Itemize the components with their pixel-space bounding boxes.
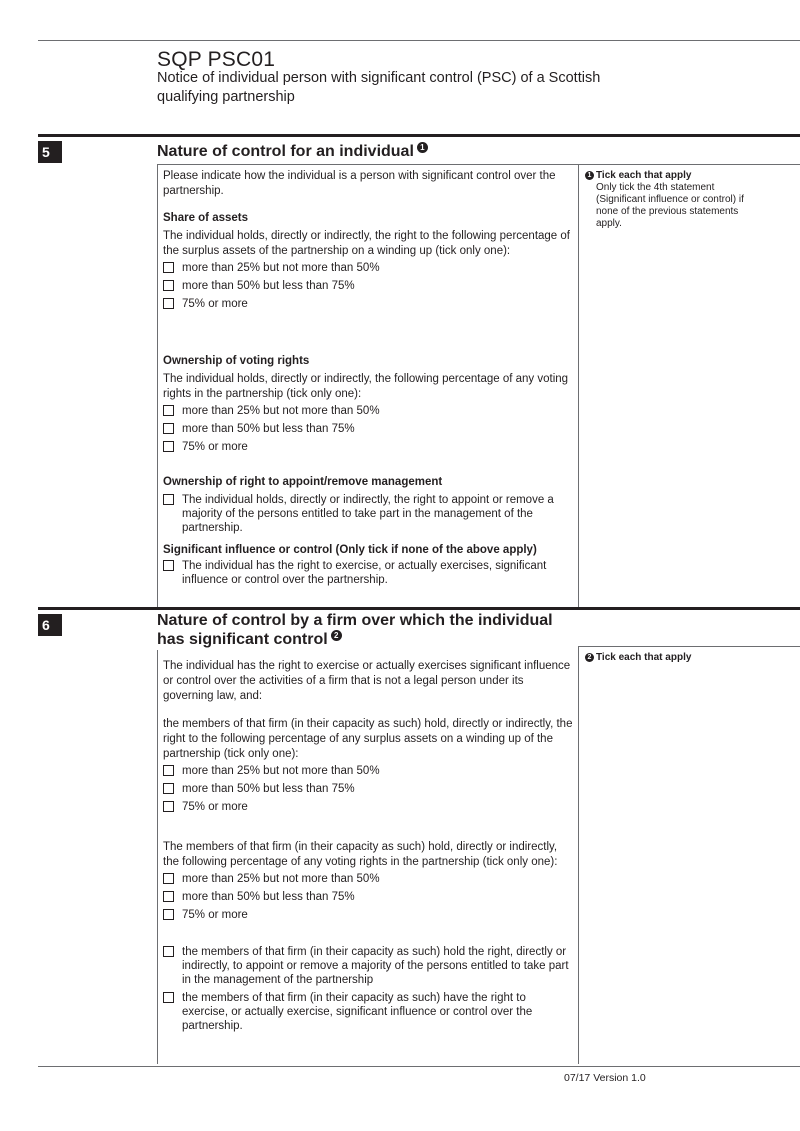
section-5-content	[163, 169, 571, 587]
assets-option-50-75[interactable]	[163, 279, 571, 294]
checkbox[interactable]	[163, 873, 174, 884]
checkbox[interactable]	[163, 765, 174, 776]
section-6-rule	[38, 607, 800, 610]
appoint-remove-heading: Ownership of right to appoint/remove management	[163, 476, 443, 488]
guidance-1-heading-text: Tick each that apply	[596, 170, 692, 181]
checkbox[interactable]	[163, 891, 174, 902]
option-label: 75% or more	[182, 909, 248, 921]
option-label: 75% or more	[182, 298, 248, 310]
section-6-number: 6	[38, 614, 62, 636]
assets-option-25-50[interactable]	[163, 261, 571, 276]
significant-influence-option[interactable]	[163, 559, 571, 587]
section-6-intro-2: the members of that firm (in their capacity as such) hold, directly or indirectly, the right to the following percentage of any surplus assets on a winding up of the partnership (tick only one):	[163, 718, 573, 760]
firm-voting-option-25-50[interactable]	[163, 872, 575, 887]
checkbox[interactable]	[163, 262, 174, 273]
checkbox[interactable]	[163, 405, 174, 416]
option-label: more than 25% but not more than 50%	[182, 873, 380, 885]
checkbox[interactable]	[163, 298, 174, 309]
option-label: more than 50% but less than 75%	[182, 891, 355, 903]
section-6-guidance	[585, 652, 755, 664]
section-5-box-top	[157, 164, 800, 165]
option-label: 75% or more	[182, 441, 248, 453]
share-of-assets-heading: Share of assets	[163, 212, 249, 224]
checkbox[interactable]	[163, 423, 174, 434]
version-label: 07/17 Version 1.0	[564, 1072, 646, 1084]
option-label: more than 25% but not more than 50%	[182, 262, 380, 274]
voting-option-50-75[interactable]	[163, 422, 571, 437]
section-6-title	[157, 611, 577, 649]
voting-option-25-50[interactable]	[163, 404, 571, 419]
footer-rule	[38, 1066, 800, 1067]
note-2-icon: 2	[585, 653, 594, 662]
checkbox[interactable]	[163, 280, 174, 291]
top-rule	[38, 40, 800, 41]
section-6-title-text: Nature of control by a firm over which the individual has significant control	[157, 612, 553, 648]
firm-assets-option-75-plus[interactable]	[163, 800, 575, 815]
option-label: 75% or more	[182, 801, 248, 813]
form-title: Notice of individual person with significant control (PSC) of a Scottish qualifying partnership	[157, 70, 601, 105]
checkbox[interactable]	[163, 441, 174, 452]
section-6-guidance-top	[578, 646, 800, 647]
option-label: more than 50% but less than 75%	[182, 280, 355, 292]
section-6-intro-1: The individual has the right to exercise or actually exercises significant influence or control over the activities of a firm that is not a legal person under its governing law, and:	[163, 660, 571, 702]
checkbox[interactable]	[163, 909, 174, 920]
option-label: The individual has the right to exercise, or actually exercises, significant influence or control over the partnership.	[182, 560, 547, 586]
option-label: The individual holds, directly or indirectly, the right to appoint or remove a majority of the persons entitled to take part in the management of the partnership.	[182, 494, 554, 534]
appoint-remove-option[interactable]	[163, 493, 571, 535]
option-label: more than 50% but less than 75%	[182, 423, 355, 435]
checkbox[interactable]	[163, 801, 174, 812]
checkbox[interactable]	[163, 494, 174, 505]
form-code: SQP PSC01	[157, 48, 276, 71]
section-5-guidance	[585, 170, 755, 230]
section-5-title	[157, 142, 577, 161]
checkbox[interactable]	[163, 560, 174, 571]
section-5-box-divider	[578, 164, 579, 607]
checkbox[interactable]	[163, 992, 174, 1003]
firm-assets-option-50-75[interactable]	[163, 782, 575, 797]
section-5-box-left	[157, 164, 158, 607]
assets-option-75-plus[interactable]	[163, 297, 571, 312]
guidance-1-text: Only tick the 4th statement (Significant influence or control) if none of the previous statements apply.	[596, 182, 744, 229]
voting-rights-text: The individual holds, directly or indirectly, the following percentage of any voting rights in the partnership (tick only one):	[163, 373, 569, 400]
option-label: the members of that firm (in their capacity as such) hold the right, directly or indirectly, to appoint or remove a majority of the persons entitled to take part in the management of the partnership	[182, 946, 569, 986]
voting-rights-heading: Ownership of voting rights	[163, 355, 310, 367]
section-6-content	[163, 659, 575, 1033]
guidance-1-heading	[585, 170, 755, 182]
section-5-number: 5	[38, 141, 62, 163]
section-6-box-left	[157, 650, 158, 1064]
firm-voting-text: The members of that firm (in their capacity as such) hold, directly or indirectly, the following percentage of any voting rights in the partnership (tick only one):	[163, 841, 558, 868]
share-of-assets-text: The individual holds, directly or indirectly, the right to the following percentage of the surplus assets of the partnership on a winding up (tick only one):	[163, 230, 570, 257]
option-label: more than 25% but not more than 50%	[182, 765, 380, 777]
voting-option-75-plus[interactable]	[163, 440, 571, 455]
option-label: more than 50% but less than 75%	[182, 783, 355, 795]
guidance-2-heading	[585, 652, 755, 664]
firm-voting-option-75-plus[interactable]	[163, 908, 575, 923]
guidance-2-heading-text: Tick each that apply	[596, 652, 692, 663]
firm-appoint-option[interactable]	[163, 945, 575, 987]
option-label: the members of that firm (in their capacity as such) have the right to exercise, or actually exercise, significant influence or control over the partnership.	[182, 992, 533, 1032]
significant-influence-heading: Significant influence or control (Only tick if none of the above apply)	[163, 544, 537, 556]
checkbox[interactable]	[163, 783, 174, 794]
note-1-marker: 1	[417, 142, 428, 153]
checkbox[interactable]	[163, 946, 174, 957]
note-1-icon: 1	[585, 171, 594, 180]
firm-assets-option-25-50[interactable]	[163, 764, 575, 779]
option-label: more than 25% but not more than 50%	[182, 405, 380, 417]
note-2-marker: 2	[331, 630, 342, 641]
section-5-title-text: Nature of control for an individual	[157, 143, 414, 160]
section-5-rule	[38, 134, 800, 137]
firm-voting-option-50-75[interactable]	[163, 890, 575, 905]
section-5-intro: Please indicate how the individual is a person with significant control over the partnership.	[163, 170, 556, 197]
section-6-box-divider	[578, 646, 579, 1064]
firm-influence-option[interactable]	[163, 991, 575, 1033]
